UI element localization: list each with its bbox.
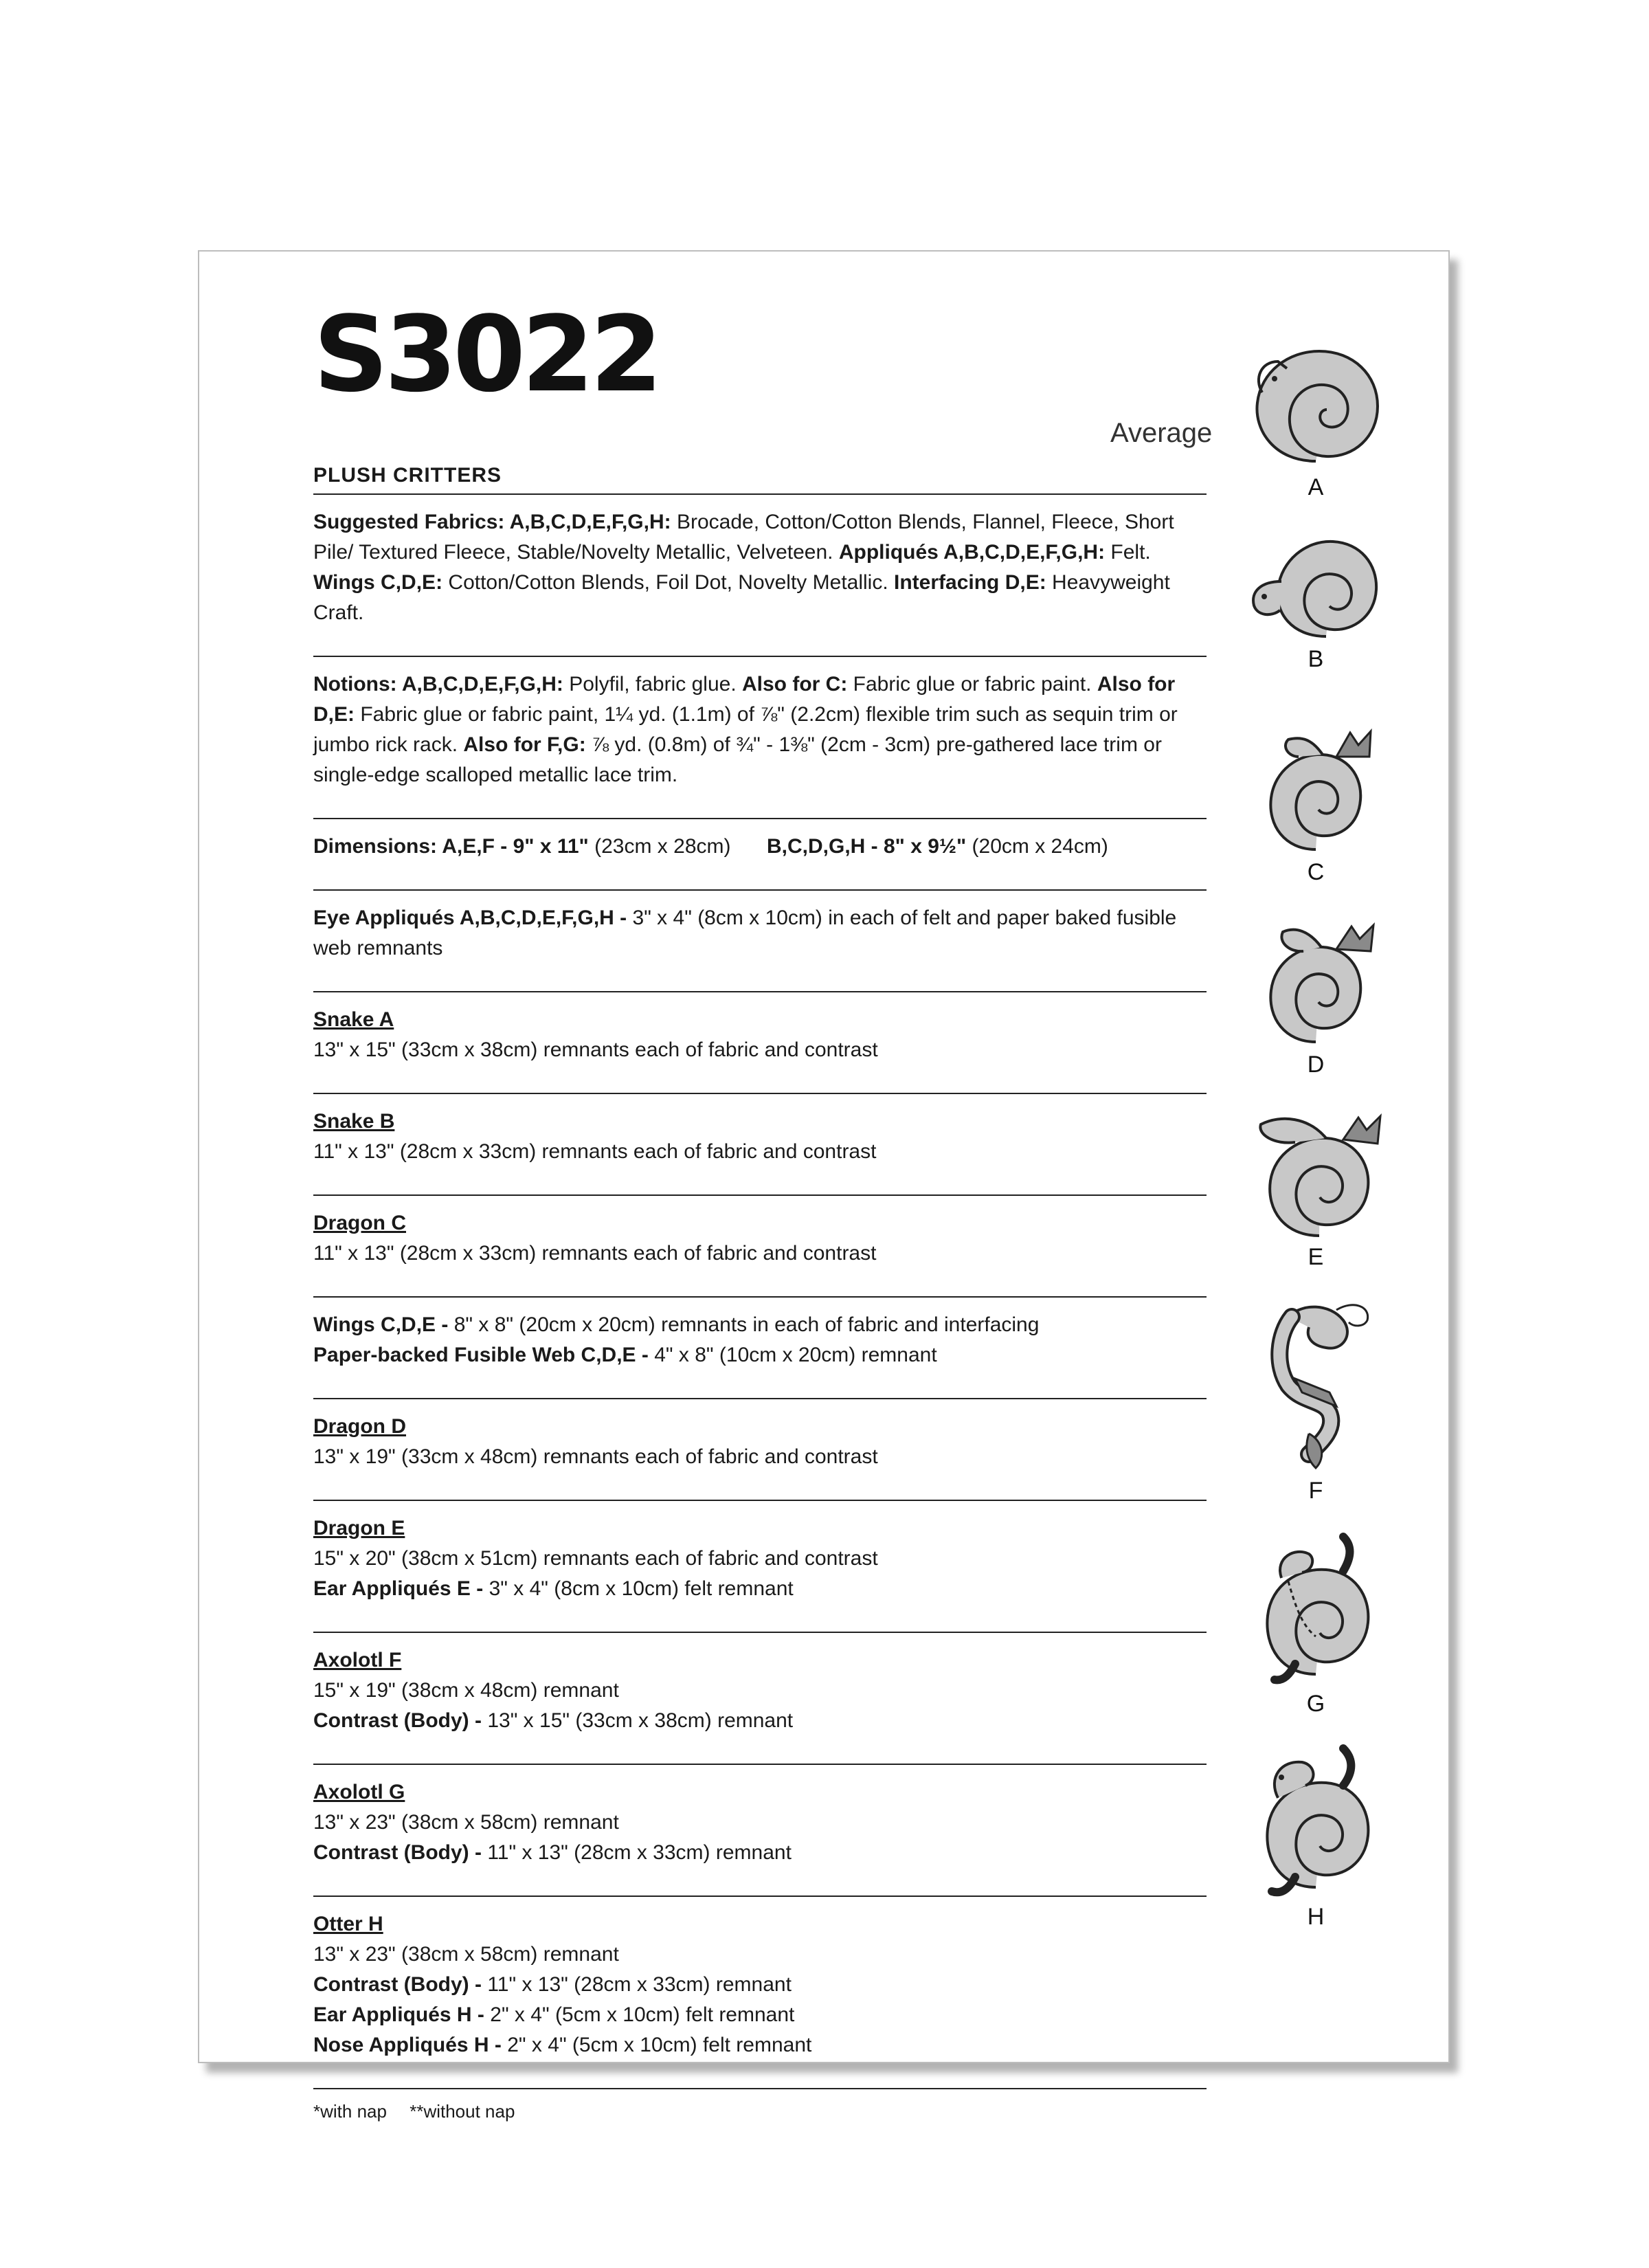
dragon-e-section	[313, 1501, 1207, 1632]
view-f-label: F	[1308, 1478, 1323, 1504]
view-h	[1226, 1729, 1405, 1931]
suggested-fabrics-list: Brocade, Cotton/Cotton Blends, Flannel, Fleece, Short Pile/ Textured Fleece, Stable/Novelty Metallic, Velveteen.	[313, 511, 1174, 564]
wings-section	[313, 1298, 1207, 1398]
axolotl-f-illustration	[1240, 1296, 1391, 1475]
snake-a-text: 13" x 15" (33cm x 38cm) remnants each of fabric and contrast	[313, 1038, 878, 1061]
eye-appliques-value: 3" x 4" (8cm x 10cm) in each of felt and paper baked fusible web remnants	[313, 907, 1177, 959]
view-b	[1226, 526, 1405, 673]
fusible-web-text: 4" x 8" (10cm x 20cm) remnant	[654, 1344, 937, 1366]
axolotl-g-text: 13" x 23" (38cm x 58cm) remnant	[313, 1811, 619, 1834]
otter-h-nose-label: Nose Appliqués H -	[313, 2034, 508, 2056]
dragon-e-heading: Dragon E	[313, 1517, 405, 1539]
axolotl-f-section	[313, 1633, 1207, 1764]
otter-h-contrast-label: Contrast (Body) -	[313, 1973, 488, 1996]
dragon-e-illustration	[1240, 1104, 1391, 1241]
notions-c-text: Fabric glue or fabric paint.	[847, 673, 1097, 696]
suggested-fabrics-label: Suggested Fabrics: A,B,C,D,E,F,G,H:	[313, 511, 671, 533]
appliques-text: Felt.	[1105, 541, 1151, 564]
dragon-c-heading: Dragon C	[313, 1212, 406, 1234]
notions-fg-label: Also for F,G:	[463, 733, 586, 756]
axolotl-f-text: 15" x 19" (38cm x 48cm) remnant	[313, 1679, 619, 1702]
otter-h-ear-line	[313, 2000, 1207, 2030]
suggested-fabrics-text	[313, 507, 1207, 628]
notions-fg-text: ⅞ yd. (0.8m) of ¾" - 1⅜" (2cm - 3cm) pre-gathered lace trim or single-edge scalloped metallic lace trim.	[313, 733, 1162, 786]
notions-label: Notions: A,B,C,D,E,F,G,H:	[313, 673, 563, 696]
dimensions-label: Dimensions: A,E,F - 9" x 11"	[313, 835, 589, 858]
skill-level: Average	[1110, 418, 1213, 448]
pattern-number: S3022	[313, 293, 659, 415]
otter-h-section	[313, 1897, 1207, 2088]
axolotl-g-contrast-line	[313, 1838, 1207, 1868]
notions-text	[313, 669, 1207, 790]
pattern-title: PLUSH CRITTERS	[313, 464, 502, 487]
dragon-c-text: 11" x 13" (28cm x 33cm) remnants each of fabric and contrast	[313, 1242, 877, 1265]
otter-h-ear-text: 2" x 4" (5cm x 10cm) felt remnant	[490, 2003, 795, 2026]
view-g	[1226, 1516, 1405, 1717]
view-illustrations	[1226, 300, 1405, 2018]
view-d	[1226, 911, 1405, 1078]
view-e-label: E	[1308, 1244, 1324, 1270]
otter-h-contrast-text: 11" x 13" (28cm x 33cm) remnant	[487, 1973, 792, 1996]
pattern-back-sheet	[198, 250, 1450, 2122]
dragon-e-text: 15" x 20" (38cm x 51cm) remnants each of fabric and contrast	[313, 1547, 878, 1570]
wings-line	[313, 1310, 1207, 1340]
view-f	[1226, 1296, 1405, 1504]
notions-section	[313, 657, 1207, 818]
axolotl-f-heading: Axolotl F	[313, 1649, 402, 1671]
snake-b-text: 11" x 13" (28cm x 33cm) remnants each of fabric and contrast	[313, 1140, 877, 1163]
snake-b-section	[313, 1094, 1207, 1194]
axolotl-g-illustration	[1240, 1516, 1391, 1688]
view-h-label: H	[1307, 1904, 1325, 1930]
otter-h-ear-label: Ear Appliqués H -	[313, 2003, 491, 2026]
view-b-label: B	[1308, 646, 1324, 672]
eye-appliques-text	[313, 903, 1207, 964]
axolotl-g-contrast-text: 11" x 13" (28cm x 33cm) remnant	[487, 1841, 792, 1864]
axolotl-f-contrast-text: 13" x 15" (33cm x 38cm) remnant	[487, 1709, 794, 1732]
axolotl-g-section	[313, 1765, 1207, 1895]
dragon-d-text: 13" x 19" (33cm x 48cm) remnants each of fabric and contrast	[313, 1445, 878, 1468]
view-a-label: A	[1308, 474, 1324, 500]
dimensions-bcdgh-metric: (20cm x 24cm)	[966, 835, 1108, 858]
dragon-c-section	[313, 1196, 1207, 1296]
snake-a-heading: Snake A	[313, 1008, 394, 1031]
notions-de-label: Also for D,E:	[313, 673, 1176, 726]
axolotl-f-contrast-line	[313, 1706, 1207, 1736]
snake-b-heading: Snake B	[313, 1110, 395, 1133]
dragon-e-ear-line	[313, 1574, 1207, 1604]
axolotl-g-heading: Axolotl G	[313, 1781, 405, 1803]
fusible-web-line	[313, 1340, 1207, 1370]
wings-label: Wings C,D,E -	[313, 1313, 454, 1336]
fusible-web-label: Paper-backed Fusible Web C,D,E -	[313, 1344, 655, 1366]
with-nap-note: *with nap	[313, 2101, 387, 2122]
interfacing-text: Heavyweight Craft.	[313, 571, 1170, 624]
view-e	[1226, 1104, 1405, 1271]
notions-c-label: Also for C:	[742, 673, 848, 696]
dimensions-aef-metric: (23cm x 28cm)	[588, 835, 731, 858]
dragon-d-illustration	[1240, 911, 1391, 1049]
suggested-fabrics-section	[313, 495, 1207, 656]
without-nap-note: **without nap	[410, 2101, 515, 2122]
otter-h-text: 13" x 23" (38cm x 58cm) remnant	[313, 1943, 619, 1966]
notions-list: Polyfil, fabric glue.	[563, 673, 742, 696]
otter-h-heading: Otter H	[313, 1913, 383, 1935]
interfacing-label: Interfacing D,E:	[894, 571, 1046, 594]
snake-b-illustration	[1240, 526, 1391, 643]
axolotl-g-contrast-label: Contrast (Body) -	[313, 1841, 488, 1864]
view-g-label: G	[1306, 1691, 1325, 1717]
fabric-requirements	[313, 462, 1207, 2124]
eye-appliques-label: Eye Appliqués A,B,C,D,E,F,G,H -	[313, 907, 633, 929]
dragon-d-section	[313, 1399, 1207, 1500]
snake-a-section	[313, 992, 1207, 1093]
wings-text: 8" x 8" (20cm x 20cm) remnants in each of fabric and interfacing	[453, 1313, 1040, 1336]
otter-h-nose-text: 2" x 4" (5cm x 10cm) felt remnant	[507, 2034, 812, 2056]
dragon-d-heading: Dragon D	[313, 1415, 406, 1438]
dimensions-label-2: B,C,D,G,H - 8" x 9½"	[767, 835, 967, 858]
view-d-label: D	[1307, 1052, 1325, 1078]
dimensions-section	[313, 819, 1207, 889]
otter-h-nose-line	[313, 2030, 1207, 2060]
dragon-c-illustration	[1240, 719, 1391, 856]
otter-h-contrast-line	[313, 1970, 1207, 2000]
view-c	[1226, 719, 1405, 886]
view-c-label: C	[1307, 859, 1325, 885]
nap-footnote	[313, 2089, 1207, 2124]
dimensions-row	[313, 832, 1207, 862]
wings-fabric-label: Wings C,D,E:	[313, 571, 443, 594]
otter-h-illustration	[1240, 1729, 1391, 1901]
dragon-e-ear-label: Ear Appliqués E -	[313, 1577, 489, 1600]
wings-fabric-text: Cotton/Cotton Blends, Foil Dot, Novelty Metallic.	[442, 571, 895, 594]
notions-de-text: Fabric glue or fabric paint, 1¼ yd. (1.1m) of ⅞" (2.2cm) flexible trim such as sequin trim or jumbo rick rack.	[313, 703, 1178, 756]
dragon-e-ear-text: 3" x 4" (8cm x 10cm) felt remnant	[489, 1577, 794, 1600]
eye-appliques-section	[313, 891, 1207, 991]
axolotl-f-contrast-label: Contrast (Body) -	[313, 1709, 488, 1732]
dimensions-aef	[313, 832, 767, 862]
view-a	[1226, 341, 1405, 501]
snake-a-illustration	[1240, 341, 1391, 471]
appliques-label: Appliqués A,B,C,D,E,F,G,H:	[838, 541, 1106, 564]
dimensions-bcdgh	[767, 832, 1108, 862]
